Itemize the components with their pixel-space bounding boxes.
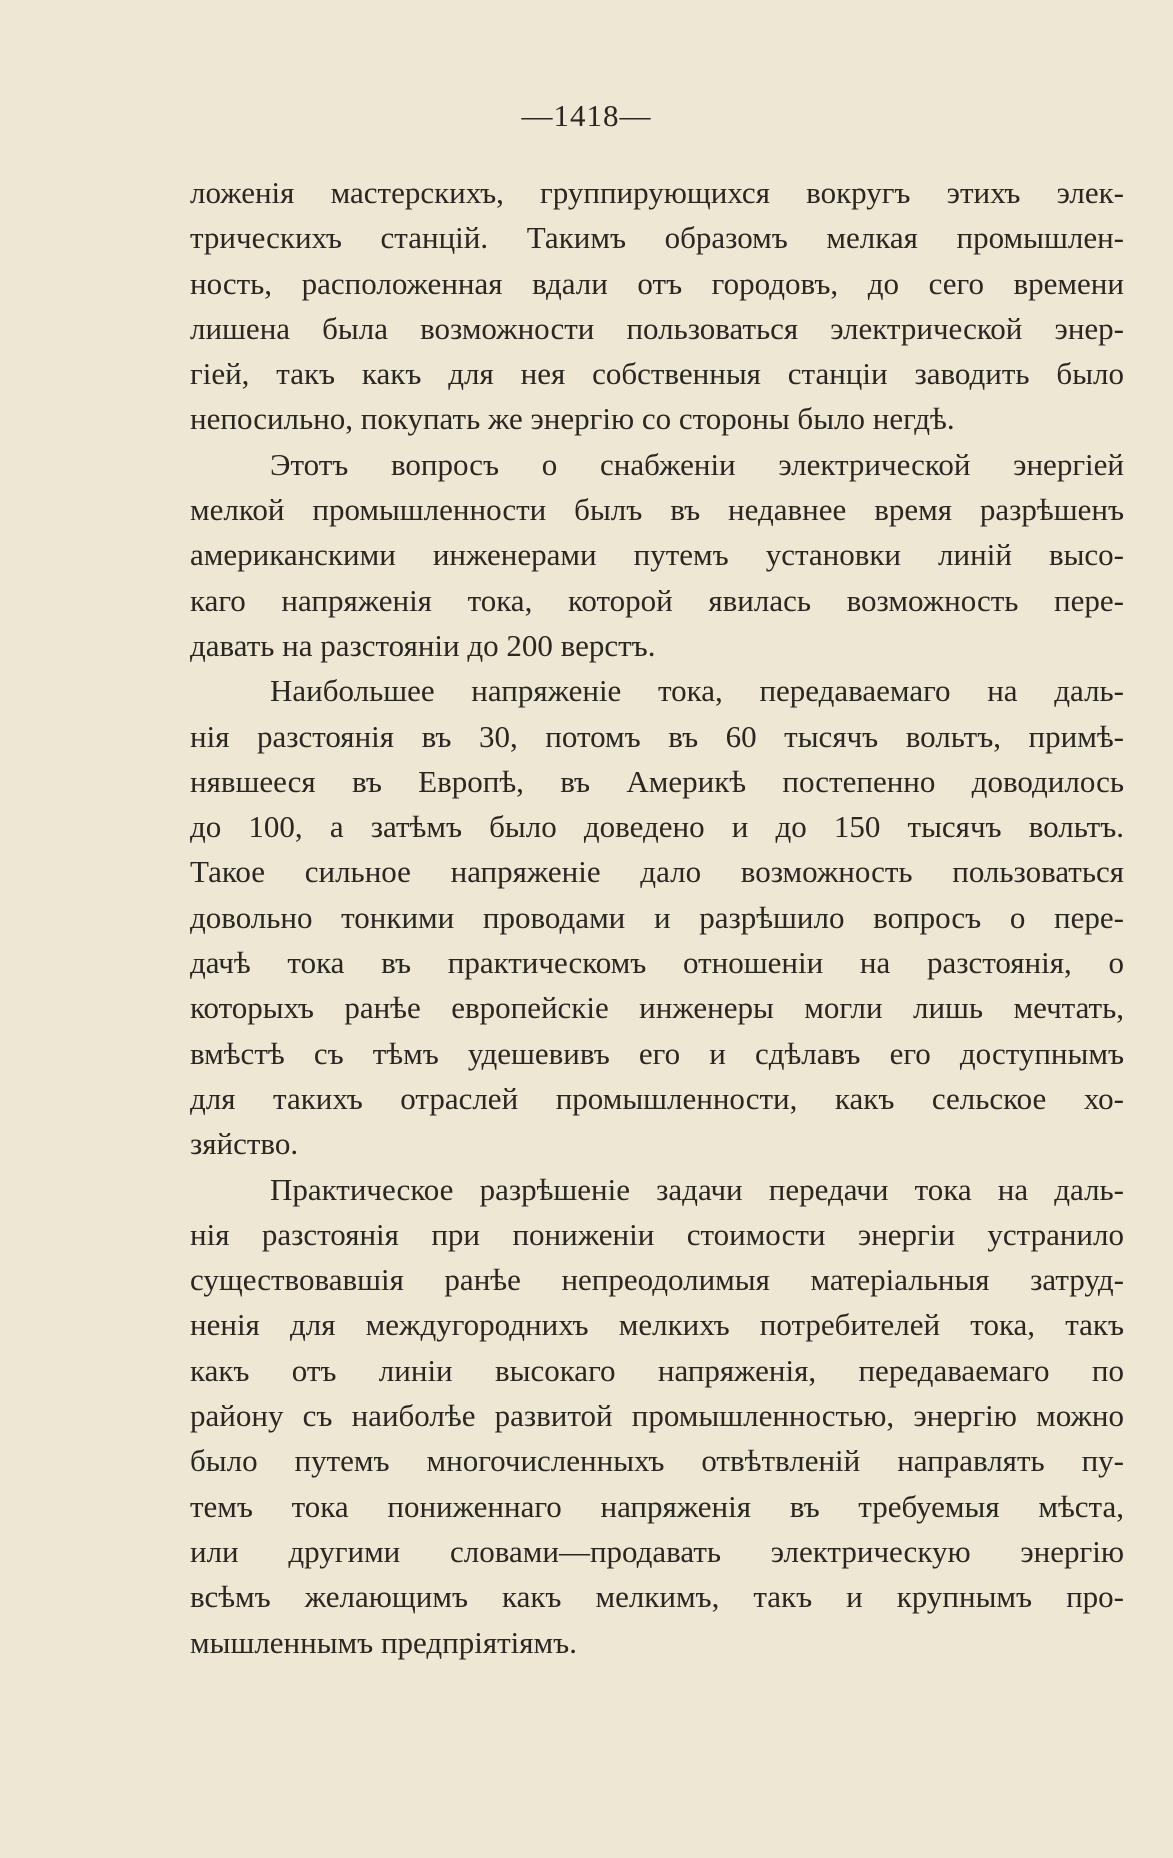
text-line: Этотъ вопросъ о снабженіи электрической энергіей: [270, 446, 1124, 482]
text-line: американскими инженерами путемъ установки линій высо-: [190, 537, 1124, 573]
text-line: или другими словами—продавать электрическую энергію: [190, 1533, 1124, 1569]
text-line: до 100, а затѣмъ было доведено и до 150 тысячъ вольтъ.: [190, 809, 1124, 845]
page-number: —1418—: [521, 98, 652, 133]
text-line: Наибольшее напряженіе тока, передаваемаго на даль-: [270, 673, 1124, 709]
text-line: довольно тонкими проводами и разрѣшило вопросъ о пере-: [190, 899, 1124, 935]
text-line: вмѣстѣ съ тѣмъ удешевивъ его и сдѣлавъ его доступнымъ: [190, 1035, 1124, 1071]
text-line: ненія для междугороднихъ мелкихъ потребителей тока, такъ: [190, 1307, 1124, 1343]
text-line: какъ отъ линіи высокаго напряженія, передаваемаго по: [190, 1352, 1124, 1388]
text-line: каго напряженія тока, которой явилась возможность пере-: [190, 582, 1124, 618]
text-line: всѣмъ желающимъ какъ мелкимъ, такъ и крупнымъ про-: [190, 1579, 1124, 1615]
text-line: существовавшія ранѣе непреодолимыя матеріальныя затруд-: [190, 1262, 1124, 1298]
text-line: было путемъ многочисленныхъ отвѣтвленій направлять пу-: [190, 1443, 1124, 1479]
text-line: Такое сильное напряженіе дало возможность пользоваться: [190, 854, 1124, 890]
text-line: темъ тока пониженнаго напряженія въ требуемыя мѣста,: [190, 1488, 1124, 1524]
text-line: нія разстоянія при пониженіи стоимости энергіи устранило: [190, 1216, 1124, 1252]
text-line: трическихъ станцій. Такимъ образомъ мелкая промышлен-: [190, 220, 1124, 256]
text-line: мелкой промышленности былъ въ недавнее время разрѣшенъ: [190, 492, 1124, 528]
text-line: непосильно, покупать же энергію со стороны было негдѣ.: [190, 401, 955, 437]
text-line: которыхъ ранѣе европейскіе инженеры могли лишь мечтать,: [190, 990, 1124, 1026]
text-line: для такихъ отраслей промышленности, какъ сельское хо-: [190, 1080, 1124, 1116]
text-line: лишена была возможности пользоваться электрической энер-: [190, 310, 1124, 346]
text-line: ложенія мастерскихъ, группирующихся вокругъ этихъ элек-: [190, 175, 1124, 210]
text-line: дачѣ тока въ практическомъ отношеніи на разстоянія, о: [190, 945, 1124, 981]
text-line: давать на разстояніи до 200 верстъ.: [190, 627, 656, 663]
text-line: нявшееся въ Европѣ, въ Америкѣ постепенно доводилось: [190, 763, 1124, 799]
page-body-text: [190, 170, 1124, 1665]
text-line: мышленнымъ предпріятіямъ.: [190, 1624, 577, 1660]
text-line: району съ наиболѣе развитой промышленностью, энергію можно: [190, 1398, 1124, 1434]
text-line: зяйство.: [190, 1126, 299, 1162]
text-line: Практическое разрѣшеніе задачи передачи тока на даль-: [270, 1171, 1124, 1207]
text-line: ность, расположенная вдали отъ городовъ, до сего времени: [190, 265, 1124, 301]
text-line: гіей, такъ какъ для нея собственныя станціи заводить было: [190, 356, 1124, 392]
text-line: нія разстоянія въ 30, потомъ въ 60 тысячъ вольтъ, примѣ-: [190, 718, 1124, 754]
